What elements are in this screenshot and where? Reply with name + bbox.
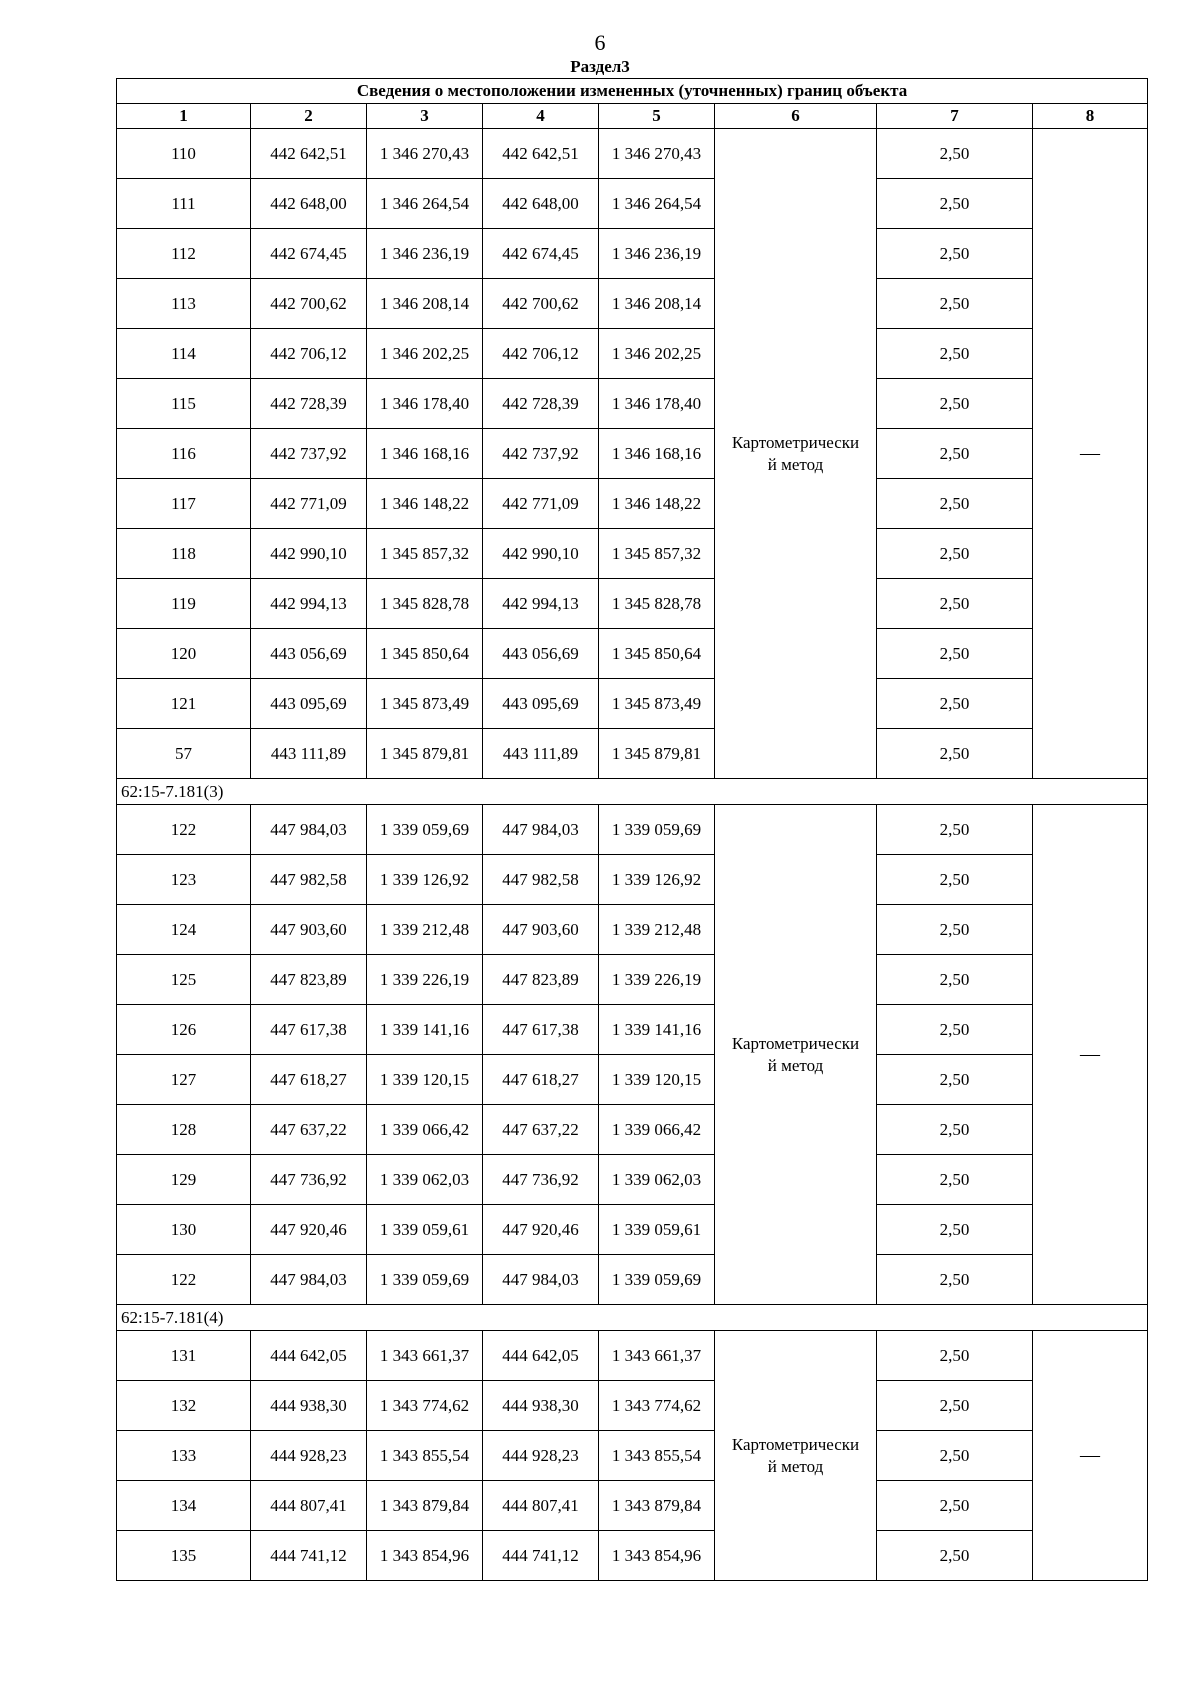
column-number-8: 8 (1033, 104, 1148, 129)
x-new-cell: 447 736,92 (483, 1155, 599, 1205)
x-existing-cell: 443 056,69 (251, 629, 367, 679)
y-existing-cell: 1 343 855,54 (367, 1431, 483, 1481)
y-existing-cell: 1 346 178,40 (367, 379, 483, 429)
table-row (117, 805, 1148, 855)
description-cell: — (1033, 129, 1148, 779)
x-new-cell: 444 928,23 (483, 1431, 599, 1481)
point-number-cell: 115 (117, 379, 251, 429)
y-new-cell: 1 346 148,22 (599, 479, 715, 529)
y-new-cell: 1 343 661,37 (599, 1331, 715, 1381)
method-cell (715, 1331, 877, 1581)
precision-cell: 2,50 (877, 1155, 1033, 1205)
x-new-cell: 447 920,46 (483, 1205, 599, 1255)
point-number-cell: 125 (117, 955, 251, 1005)
page-number: 6 (594, 30, 606, 55)
x-existing-cell: 442 642,51 (251, 129, 367, 179)
y-new-cell: 1 343 855,54 (599, 1431, 715, 1481)
y-existing-cell: 1 345 850,64 (367, 629, 483, 679)
y-new-cell: 1 346 178,40 (599, 379, 715, 429)
group-label: 62:15-7.181(3) (117, 779, 1148, 805)
y-new-cell: 1 345 873,49 (599, 679, 715, 729)
x-existing-cell: 447 903,60 (251, 905, 367, 955)
precision-cell: 2,50 (877, 1331, 1033, 1381)
point-number-cell: 128 (117, 1105, 251, 1155)
column-number-6: 6 (715, 104, 877, 129)
table-row (117, 855, 1148, 905)
precision-cell: 2,50 (877, 679, 1033, 729)
x-existing-cell: 447 920,46 (251, 1205, 367, 1255)
y-new-cell: 1 343 879,84 (599, 1481, 715, 1531)
x-new-cell: 447 984,03 (483, 1255, 599, 1305)
point-number-cell: 122 (117, 1255, 251, 1305)
table-row (117, 629, 1148, 679)
y-existing-cell: 1 339 062,03 (367, 1155, 483, 1205)
table-row (117, 679, 1148, 729)
table-row (117, 379, 1148, 429)
precision-cell: 2,50 (877, 1481, 1033, 1531)
point-number-cell: 113 (117, 279, 251, 329)
y-new-cell: 1 346 208,14 (599, 279, 715, 329)
method-line-2: й метод (767, 1055, 824, 1075)
table-row (117, 1255, 1148, 1305)
y-new-cell: 1 346 264,54 (599, 179, 715, 229)
y-new-cell: 1 339 059,61 (599, 1205, 715, 1255)
method-line-1: Картометрически (731, 1434, 860, 1454)
table-row (117, 429, 1148, 479)
point-number-cell: 127 (117, 1055, 251, 1105)
point-number-cell: 129 (117, 1155, 251, 1205)
x-new-cell: 442 990,10 (483, 529, 599, 579)
x-existing-cell: 442 990,10 (251, 529, 367, 579)
y-new-cell: 1 345 850,64 (599, 629, 715, 679)
table-row (117, 905, 1148, 955)
precision-cell: 2,50 (877, 1205, 1033, 1255)
section-title: Раздел3 (570, 57, 630, 76)
y-existing-cell: 1 345 828,78 (367, 579, 483, 629)
y-existing-cell: 1 343 879,84 (367, 1481, 483, 1531)
precision-cell: 2,50 (877, 379, 1033, 429)
y-existing-cell: 1 345 879,81 (367, 729, 483, 779)
column-number-5: 5 (599, 104, 715, 129)
x-existing-cell: 442 994,13 (251, 579, 367, 629)
table-row (117, 479, 1148, 529)
point-number-cell: 57 (117, 729, 251, 779)
x-existing-cell: 447 618,27 (251, 1055, 367, 1105)
precision-cell: 2,50 (877, 1431, 1033, 1481)
table-row (117, 529, 1148, 579)
x-existing-cell: 442 648,00 (251, 179, 367, 229)
y-existing-cell: 1 343 661,37 (367, 1331, 483, 1381)
x-new-cell: 442 728,39 (483, 379, 599, 429)
point-number-cell: 114 (117, 329, 251, 379)
y-new-cell: 1 343 854,96 (599, 1531, 715, 1581)
x-new-cell: 442 771,09 (483, 479, 599, 529)
y-existing-cell: 1 343 854,96 (367, 1531, 483, 1581)
precision-cell: 2,50 (877, 479, 1033, 529)
table-title: Сведения о местоположении измененных (уточненных) границ объекта (117, 79, 1148, 104)
method-line-2: й метод (767, 454, 824, 474)
y-existing-cell: 1 339 059,69 (367, 805, 483, 855)
table-row (117, 229, 1148, 279)
x-existing-cell: 447 823,89 (251, 955, 367, 1005)
x-existing-cell: 442 771,09 (251, 479, 367, 529)
x-new-cell: 444 642,05 (483, 1331, 599, 1381)
table-row (117, 1481, 1148, 1531)
y-new-cell: 1 339 120,15 (599, 1055, 715, 1105)
precision-cell: 2,50 (877, 1381, 1033, 1431)
y-existing-cell: 1 346 236,19 (367, 229, 483, 279)
group-label: 62:15-7.181(4) (117, 1305, 1148, 1331)
x-new-cell: 442 674,45 (483, 229, 599, 279)
x-existing-cell: 447 984,03 (251, 805, 367, 855)
y-existing-cell: 1 346 168,16 (367, 429, 483, 479)
x-existing-cell: 443 095,69 (251, 679, 367, 729)
y-new-cell: 1 339 141,16 (599, 1005, 715, 1055)
x-new-cell: 444 741,12 (483, 1531, 599, 1581)
point-number-cell: 112 (117, 229, 251, 279)
y-existing-cell: 1 339 126,92 (367, 855, 483, 905)
y-new-cell: 1 345 879,81 (599, 729, 715, 779)
y-existing-cell: 1 346 202,25 (367, 329, 483, 379)
method-line-1: Картометрически (731, 1033, 860, 1053)
precision-cell: 2,50 (877, 629, 1033, 679)
point-number-cell: 123 (117, 855, 251, 905)
table-row (117, 1005, 1148, 1055)
x-new-cell: 442 700,62 (483, 279, 599, 329)
table-row (117, 1055, 1148, 1105)
y-existing-cell: 1 346 264,54 (367, 179, 483, 229)
y-new-cell: 1 343 774,62 (599, 1381, 715, 1431)
y-existing-cell: 1 339 212,48 (367, 905, 483, 955)
y-new-cell: 1 345 857,32 (599, 529, 715, 579)
description-cell: — (1033, 805, 1148, 1305)
table-row (117, 1205, 1148, 1255)
point-number-cell: 133 (117, 1431, 251, 1481)
precision-cell: 2,50 (877, 729, 1033, 779)
table-row (117, 129, 1148, 179)
precision-cell: 2,50 (877, 1105, 1033, 1155)
x-existing-cell: 442 674,45 (251, 229, 367, 279)
table-row (117, 1155, 1148, 1205)
group-label-row (117, 779, 1148, 805)
point-number-cell: 111 (117, 179, 251, 229)
y-existing-cell: 1 345 873,49 (367, 679, 483, 729)
x-new-cell: 442 642,51 (483, 129, 599, 179)
x-new-cell: 447 637,22 (483, 1105, 599, 1155)
point-number-cell: 132 (117, 1381, 251, 1431)
x-existing-cell: 442 737,92 (251, 429, 367, 479)
table-row (117, 1431, 1148, 1481)
table-row (117, 279, 1148, 329)
x-existing-cell: 447 637,22 (251, 1105, 367, 1155)
table-row (117, 1105, 1148, 1155)
x-existing-cell: 442 706,12 (251, 329, 367, 379)
precision-cell: 2,50 (877, 1055, 1033, 1105)
x-new-cell: 442 706,12 (483, 329, 599, 379)
point-number-cell: 119 (117, 579, 251, 629)
point-number-cell: 130 (117, 1205, 251, 1255)
precision-cell: 2,50 (877, 179, 1033, 229)
y-new-cell: 1 339 212,48 (599, 905, 715, 955)
y-existing-cell: 1 339 059,69 (367, 1255, 483, 1305)
y-new-cell: 1 339 126,92 (599, 855, 715, 905)
precision-cell: 2,50 (877, 129, 1033, 179)
y-new-cell: 1 339 062,03 (599, 1155, 715, 1205)
precision-cell: 2,50 (877, 905, 1033, 955)
y-existing-cell: 1 343 774,62 (367, 1381, 483, 1431)
x-existing-cell: 442 700,62 (251, 279, 367, 329)
column-number-2: 2 (251, 104, 367, 129)
x-new-cell: 444 938,30 (483, 1381, 599, 1431)
table-row (117, 179, 1148, 229)
x-existing-cell: 444 741,12 (251, 1531, 367, 1581)
y-new-cell: 1 339 059,69 (599, 1255, 715, 1305)
y-new-cell: 1 339 059,69 (599, 805, 715, 855)
x-new-cell: 442 737,92 (483, 429, 599, 479)
y-new-cell: 1 339 226,19 (599, 955, 715, 1005)
method-line-1: Картометрически (731, 432, 860, 452)
x-existing-cell: 442 728,39 (251, 379, 367, 429)
y-existing-cell: 1 339 066,42 (367, 1105, 483, 1155)
x-new-cell: 442 648,00 (483, 179, 599, 229)
precision-cell: 2,50 (877, 1255, 1033, 1305)
precision-cell: 2,50 (877, 579, 1033, 629)
point-number-cell: 110 (117, 129, 251, 179)
x-new-cell: 447 982,58 (483, 855, 599, 905)
point-number-cell: 126 (117, 1005, 251, 1055)
y-existing-cell: 1 345 857,32 (367, 529, 483, 579)
point-number-cell: 117 (117, 479, 251, 529)
x-new-cell: 444 807,41 (483, 1481, 599, 1531)
y-new-cell: 1 346 236,19 (599, 229, 715, 279)
y-existing-cell: 1 346 208,14 (367, 279, 483, 329)
y-existing-cell: 1 339 120,15 (367, 1055, 483, 1105)
x-existing-cell: 447 617,38 (251, 1005, 367, 1055)
table-row (117, 329, 1148, 379)
y-existing-cell: 1 339 059,61 (367, 1205, 483, 1255)
point-number-cell: 122 (117, 805, 251, 855)
x-new-cell: 447 984,03 (483, 805, 599, 855)
point-number-cell: 121 (117, 679, 251, 729)
x-new-cell: 443 111,89 (483, 729, 599, 779)
point-number-cell: 124 (117, 905, 251, 955)
x-new-cell: 447 903,60 (483, 905, 599, 955)
precision-cell: 2,50 (877, 805, 1033, 855)
y-existing-cell: 1 339 141,16 (367, 1005, 483, 1055)
precision-cell: 2,50 (877, 1531, 1033, 1581)
x-new-cell: 443 095,69 (483, 679, 599, 729)
y-existing-cell: 1 346 148,22 (367, 479, 483, 529)
x-new-cell: 447 823,89 (483, 955, 599, 1005)
y-existing-cell: 1 339 226,19 (367, 955, 483, 1005)
y-new-cell: 1 346 202,25 (599, 329, 715, 379)
precision-cell: 2,50 (877, 855, 1033, 905)
method-line-2: й метод (767, 1456, 824, 1476)
x-new-cell: 442 994,13 (483, 579, 599, 629)
x-existing-cell: 447 736,92 (251, 1155, 367, 1205)
column-number-1: 1 (117, 104, 251, 129)
x-existing-cell: 447 982,58 (251, 855, 367, 905)
x-existing-cell: 444 928,23 (251, 1431, 367, 1481)
column-number-3: 3 (367, 104, 483, 129)
coordinates-table (116, 78, 1148, 1581)
x-existing-cell: 444 807,41 (251, 1481, 367, 1531)
x-existing-cell: 443 111,89 (251, 729, 367, 779)
column-number-4: 4 (483, 104, 599, 129)
precision-cell: 2,50 (877, 1005, 1033, 1055)
x-new-cell: 447 617,38 (483, 1005, 599, 1055)
table-row (117, 729, 1148, 779)
method-cell (715, 805, 877, 1305)
x-existing-cell: 444 642,05 (251, 1331, 367, 1381)
y-existing-cell: 1 346 270,43 (367, 129, 483, 179)
table-row (117, 1331, 1148, 1381)
point-number-cell: 120 (117, 629, 251, 679)
y-new-cell: 1 346 270,43 (599, 129, 715, 179)
y-new-cell: 1 339 066,42 (599, 1105, 715, 1155)
x-existing-cell: 447 984,03 (251, 1255, 367, 1305)
precision-cell: 2,50 (877, 329, 1033, 379)
precision-cell: 2,50 (877, 955, 1033, 1005)
point-number-cell: 134 (117, 1481, 251, 1531)
x-new-cell: 447 618,27 (483, 1055, 599, 1105)
group-label-row (117, 1305, 1148, 1331)
table-row (117, 1531, 1148, 1581)
x-existing-cell: 444 938,30 (251, 1381, 367, 1431)
table-row (117, 955, 1148, 1005)
precision-cell: 2,50 (877, 229, 1033, 279)
precision-cell: 2,50 (877, 279, 1033, 329)
precision-cell: 2,50 (877, 529, 1033, 579)
point-number-cell: 116 (117, 429, 251, 479)
method-cell (715, 129, 877, 779)
description-cell: — (1033, 1331, 1148, 1581)
column-number-7: 7 (877, 104, 1033, 129)
y-new-cell: 1 345 828,78 (599, 579, 715, 629)
point-number-cell: 118 (117, 529, 251, 579)
x-new-cell: 443 056,69 (483, 629, 599, 679)
point-number-cell: 131 (117, 1331, 251, 1381)
table-row (117, 579, 1148, 629)
point-number-cell: 135 (117, 1531, 251, 1581)
precision-cell: 2,50 (877, 429, 1033, 479)
y-new-cell: 1 346 168,16 (599, 429, 715, 479)
table-row (117, 1381, 1148, 1431)
